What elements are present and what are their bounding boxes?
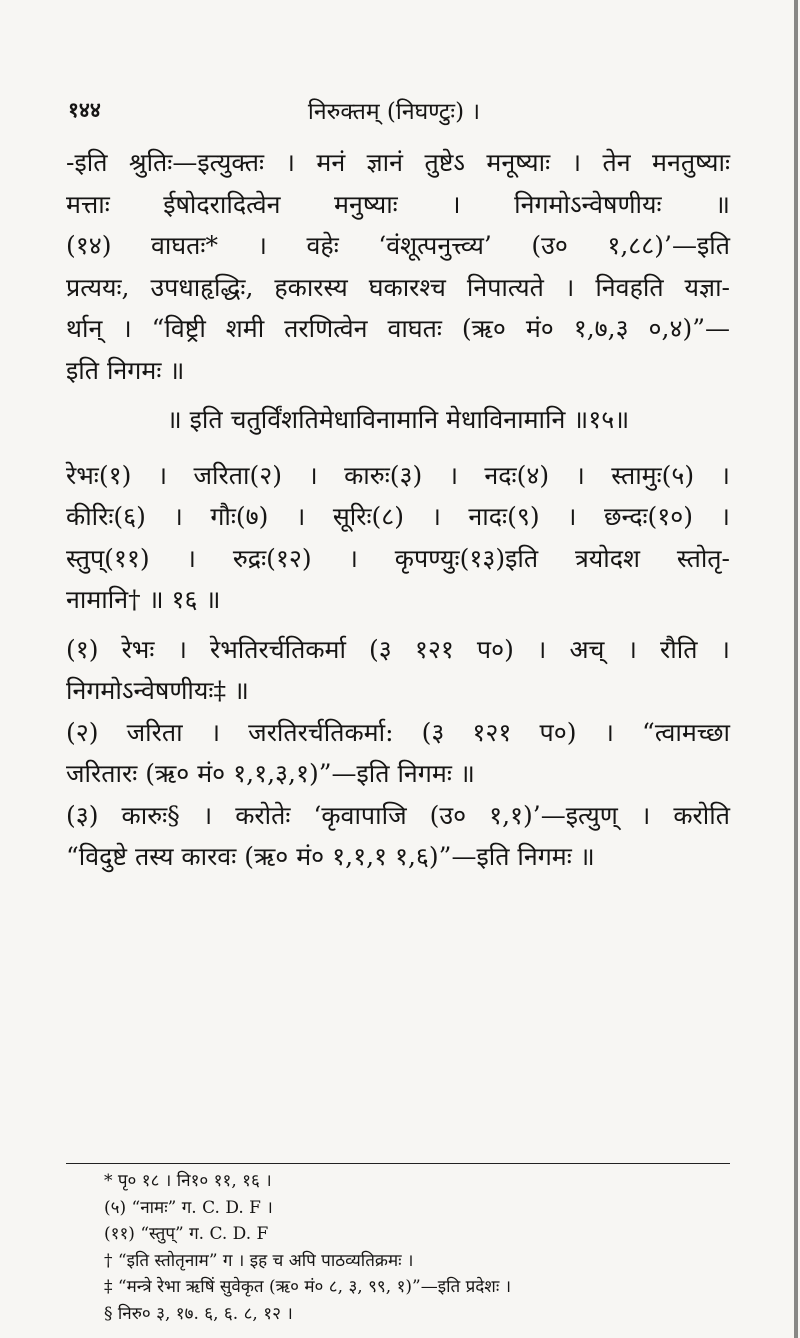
page-number: १४४	[68, 97, 101, 122]
page-edge-shadow	[794, 0, 798, 1338]
text-line: (१४) वाघतः* । वहेः ‘वंशूत्पनुत्त्व्य’ (उ० १,८८)’—इति	[66, 231, 730, 260]
footnote: (५) “नामः” ग. C. D. F ।	[104, 1197, 273, 1218]
text-line: र्थान् । “विष्ट्री शमी तरणित्वेन वाघतः (ऋ० मं० १,७,३ ०,४)”—	[66, 314, 730, 343]
page-header	[68, 90, 720, 132]
verse-line: नामानि† ॥ १६ ॥	[66, 585, 221, 614]
text-line: प्रत्ययः, उपधाहृद्धिः, हकारस्य घकारश्च निपात्यते । निवहति यज्ञा-	[66, 272, 730, 302]
footnote: § निरु० ३, १७. ६, ६. ८, १२ ।	[104, 1303, 293, 1324]
footnote-rule	[66, 1163, 730, 1164]
footnote: ‡ “मन्त्रे रेभा ऋषिं सुवेकृत (ऋ० मं० ८, ३, ९९, १)”—इति प्रदेशः ।	[104, 1277, 512, 1297]
footnotes	[104, 1168, 730, 1327]
commentary-line: “विदुष्टे तस्य कारवः (ऋ० मं० १,१,१ १,६)”—इति निगमः ॥	[66, 842, 595, 871]
verse-line: रेभः(१) । जरिता(२) । कारुः(३) । नदः(४) । स्तामुः(५) ।	[66, 460, 730, 490]
footnote: (११) “स्तुप्” ग. C. D. F	[104, 1224, 269, 1244]
section-colophon: ॥ इति चतुर्विंशतिमेधाविनामानि मेधाविनामानि ॥१५॥	[166, 405, 630, 434]
running-title: निरुक्तम् (निघण्टुः) ।	[307, 99, 481, 125]
commentary-line: निगमोऽन्वेषणीयः‡ ॥	[66, 676, 249, 705]
commentary-line: जरितारः (ऋ० मं० १,१,३,१)”—इति निगमः ॥	[66, 759, 475, 788]
commentary-line: (१) रेभः । रेभतिरर्चतिकर्मा (३ १२१ प०) । अच् । रौति ।	[66, 634, 730, 664]
commentary-line: (२) जरिता । जरतिरर्चतिकर्मा: (३ १२१ प०) । “त्वामच्छा	[66, 717, 730, 747]
footnote: † “इति स्तोतृनाम” ग । इह च अपि पाठव्यतिक्रमः ।	[104, 1250, 414, 1271]
verse-line: स्तुप्(११) । रुद्रः(१२) । कृपण्युः(१३)इति त्रयोदश स्तोतृ-	[66, 543, 730, 573]
commentary-line: (३) कारुः§ । करोतेः ‘कृवापाजि (उ० १,१)’—इत्युण् । करोति	[66, 800, 730, 830]
text-line: इति निगमः ॥	[66, 355, 185, 385]
text-line: मत्ताः ईषोदरादित्वेन मनुष्याः । निगमोऽन्वेषणीयः ॥	[66, 189, 730, 219]
footnote: * पृ० १८ । नि१० ११, १६ ।	[104, 1171, 272, 1191]
main-text	[66, 142, 730, 878]
text-line: -इति श्रुतिः—इत्युक्तः । मनं ज्ञानं तुष्टेऽ मनूष्याः । तेन मनतुष्याः	[66, 148, 730, 177]
verse-line: कीरिः(६) । गौः(७) । सूरिः(८) । नादः(९) । छन्दः(१०) ।	[66, 502, 730, 531]
